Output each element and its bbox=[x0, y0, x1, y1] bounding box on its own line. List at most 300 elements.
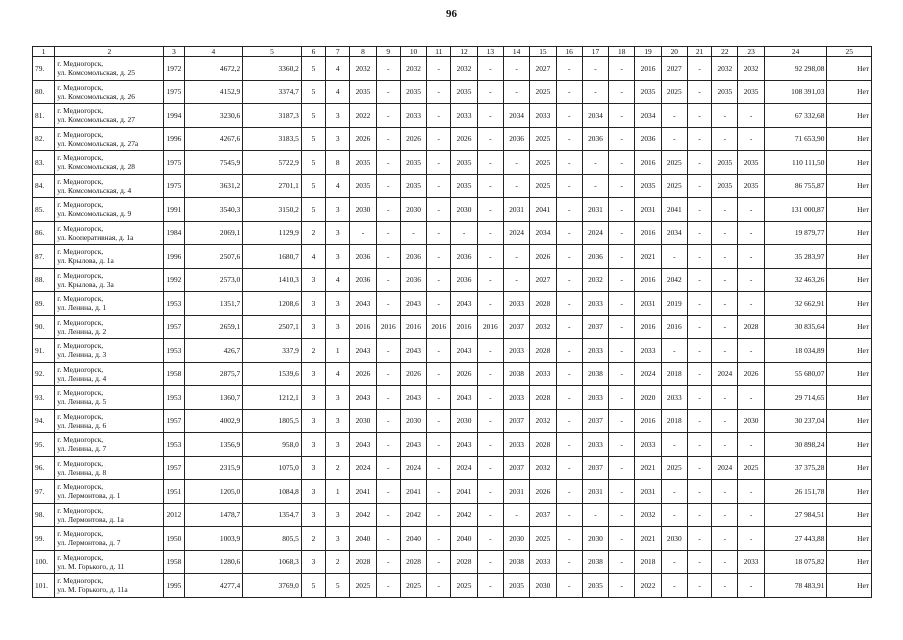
table-cell: 2030 bbox=[350, 409, 376, 433]
address-city: г. Медногорск, bbox=[57, 153, 104, 163]
table-cell: 3 bbox=[326, 292, 350, 316]
table-cell: - bbox=[477, 527, 503, 551]
table-cell: 1994 bbox=[164, 104, 184, 128]
table-cell: 2028 bbox=[738, 315, 764, 339]
table-cell: 2026 bbox=[451, 362, 477, 386]
table-cell: - bbox=[661, 245, 687, 269]
table-cell: 5 bbox=[301, 104, 325, 128]
table-cell: 2018 bbox=[661, 409, 687, 433]
table-cell: - bbox=[376, 268, 400, 292]
row-number: 97. bbox=[33, 480, 55, 504]
address-cell bbox=[55, 151, 164, 175]
table-cell: - bbox=[556, 456, 582, 480]
table-row bbox=[33, 339, 872, 363]
table-cell: - bbox=[712, 315, 738, 339]
table-cell: 2022 bbox=[350, 104, 376, 128]
table-cell: 2033 bbox=[738, 550, 764, 574]
table-cell: - bbox=[376, 503, 400, 527]
table-cell: 2033 bbox=[451, 104, 477, 128]
table-cell: 2035 bbox=[400, 174, 426, 198]
table-cell: - bbox=[582, 503, 608, 527]
table-cell: 2016 bbox=[451, 315, 477, 339]
table-cell: - bbox=[609, 151, 635, 175]
table-cell: - bbox=[712, 409, 738, 433]
table-cell: 2040 bbox=[451, 527, 477, 551]
table-cell: 426,7 bbox=[184, 339, 243, 363]
column-header: 25 bbox=[827, 47, 872, 57]
table-cell: - bbox=[427, 409, 451, 433]
address-street: ул. Кооперативная, д. 1а bbox=[57, 232, 134, 242]
table-cell: - bbox=[661, 480, 687, 504]
table-cell: 3 bbox=[326, 104, 350, 128]
address-cell bbox=[55, 80, 164, 104]
table-cell: - bbox=[376, 550, 400, 574]
table-cell: 2033 bbox=[503, 386, 529, 410]
row-number: 79. bbox=[33, 57, 55, 81]
address-cell bbox=[55, 456, 164, 480]
table-cell: 1958 bbox=[164, 362, 184, 386]
table-cell: 2034 bbox=[661, 221, 687, 245]
address-cell bbox=[55, 550, 164, 574]
table-cell: - bbox=[427, 57, 451, 81]
row-number: 84. bbox=[33, 174, 55, 198]
table-cell: - bbox=[376, 80, 400, 104]
table-cell: - bbox=[376, 292, 400, 316]
table-cell: - bbox=[687, 151, 711, 175]
table-cell: - bbox=[738, 127, 764, 151]
table-cell: - bbox=[712, 245, 738, 269]
column-header: 5 bbox=[243, 47, 302, 57]
table-cell: 2025 bbox=[661, 456, 687, 480]
table-cell: 30 898,24 bbox=[764, 433, 827, 457]
table-cell: 1957 bbox=[164, 456, 184, 480]
table-cell: 35 283,97 bbox=[764, 245, 827, 269]
table-cell: 2024 bbox=[350, 456, 376, 480]
table-cell: - bbox=[687, 127, 711, 151]
table-cell: 37 375,28 bbox=[764, 456, 827, 480]
table-cell: 2026 bbox=[530, 245, 556, 269]
table-cell: 3 bbox=[326, 386, 350, 410]
table-cell: - bbox=[582, 57, 608, 81]
table-cell: 2025 bbox=[350, 574, 376, 598]
table-row bbox=[33, 221, 872, 245]
table-cell: 2038 bbox=[503, 550, 529, 574]
table-cell: 4 bbox=[326, 80, 350, 104]
table-cell: 2027 bbox=[530, 57, 556, 81]
table-cell: - bbox=[582, 80, 608, 104]
table-cell: 2024 bbox=[712, 362, 738, 386]
table-cell: - bbox=[477, 268, 503, 292]
table-row bbox=[33, 386, 872, 410]
address-cell bbox=[55, 433, 164, 457]
table-cell: - bbox=[427, 550, 451, 574]
row-number: 100. bbox=[33, 550, 55, 574]
address-city: г. Медногорск, bbox=[57, 270, 104, 280]
address-street: ул. Комсомольская, д. 4 bbox=[57, 185, 132, 195]
table-cell: Нет bbox=[827, 362, 872, 386]
table-cell: 2043 bbox=[451, 339, 477, 363]
row-number: 83. bbox=[33, 151, 55, 175]
table-cell: - bbox=[477, 292, 503, 316]
row-number: 92. bbox=[33, 362, 55, 386]
table-cell: 1972 bbox=[164, 57, 184, 81]
address-cell bbox=[55, 386, 164, 410]
table-cell: Нет bbox=[827, 151, 872, 175]
table-cell: Нет bbox=[827, 433, 872, 457]
column-header: 8 bbox=[350, 47, 376, 57]
address-city: г. Медногорск, bbox=[57, 364, 104, 374]
table-cell: 2033 bbox=[582, 292, 608, 316]
table-cell: 2016 bbox=[635, 221, 661, 245]
table-cell: 2031 bbox=[582, 198, 608, 222]
table-cell: 1984 bbox=[164, 221, 184, 245]
table-cell: 32 463,26 bbox=[764, 268, 827, 292]
table-cell: 2030 bbox=[451, 409, 477, 433]
table-cell: - bbox=[687, 503, 711, 527]
table-cell: - bbox=[687, 339, 711, 363]
table-cell: 2033 bbox=[530, 362, 556, 386]
table-cell: - bbox=[556, 386, 582, 410]
table-cell: 2037 bbox=[582, 409, 608, 433]
table-cell: 1950 bbox=[164, 527, 184, 551]
table-cell: - bbox=[556, 80, 582, 104]
table-cell: - bbox=[712, 574, 738, 598]
table-cell: Нет bbox=[827, 339, 872, 363]
table-cell: 1084,8 bbox=[243, 480, 302, 504]
table-cell: 2032 bbox=[400, 57, 426, 81]
table-cell: - bbox=[556, 245, 582, 269]
table-cell: - bbox=[503, 245, 529, 269]
table-cell: - bbox=[687, 221, 711, 245]
table-cell: - bbox=[712, 550, 738, 574]
table-cell: 2 bbox=[301, 527, 325, 551]
table-cell: 4277,4 bbox=[184, 574, 243, 598]
table-cell: 2043 bbox=[350, 292, 376, 316]
table-cell: 4 bbox=[326, 362, 350, 386]
address-street: ул. Крылова, д. 1а bbox=[57, 256, 114, 266]
table-cell: 2024 bbox=[503, 221, 529, 245]
table-cell: 2036 bbox=[451, 268, 477, 292]
table-cell: - bbox=[609, 57, 635, 81]
table-cell: - bbox=[738, 339, 764, 363]
table-cell: 4002,9 bbox=[184, 409, 243, 433]
table-cell: - bbox=[477, 386, 503, 410]
table-cell: 2024 bbox=[400, 456, 426, 480]
table-cell: 2024 bbox=[712, 456, 738, 480]
table-cell: 2034 bbox=[582, 104, 608, 128]
table-cell: - bbox=[712, 433, 738, 457]
table-row bbox=[33, 456, 872, 480]
address-cell bbox=[55, 574, 164, 598]
address-city: г. Медногорск, bbox=[57, 317, 104, 327]
table-cell: 1991 bbox=[164, 198, 184, 222]
table-cell: - bbox=[427, 292, 451, 316]
table-cell: 1680,7 bbox=[243, 245, 302, 269]
table-cell: - bbox=[661, 104, 687, 128]
table-row bbox=[33, 198, 872, 222]
table-cell: Нет bbox=[827, 127, 872, 151]
table-cell: 2038 bbox=[582, 362, 608, 386]
table-cell: 1953 bbox=[164, 433, 184, 457]
table-cell: 3 bbox=[301, 550, 325, 574]
table-cell: 2037 bbox=[503, 315, 529, 339]
column-header: 24 bbox=[764, 47, 827, 57]
table-cell: 2031 bbox=[635, 480, 661, 504]
table-cell: - bbox=[427, 503, 451, 527]
address-cell bbox=[55, 104, 164, 128]
table-cell: 2026 bbox=[530, 480, 556, 504]
table-cell: 2036 bbox=[582, 245, 608, 269]
table-cell: Нет bbox=[827, 386, 872, 410]
table-cell: 2040 bbox=[350, 527, 376, 551]
table-cell: 92 298,08 bbox=[764, 57, 827, 81]
address-cell bbox=[55, 127, 164, 151]
table-cell: 2035 bbox=[451, 174, 477, 198]
table-cell: 2033 bbox=[661, 386, 687, 410]
table-cell: 2032 bbox=[350, 57, 376, 81]
address-cell bbox=[55, 198, 164, 222]
table-cell: - bbox=[609, 362, 635, 386]
table-cell: - bbox=[376, 151, 400, 175]
table-cell: 3 bbox=[326, 198, 350, 222]
table-cell: 2043 bbox=[350, 433, 376, 457]
table-cell: - bbox=[556, 362, 582, 386]
table-cell: 27 984,51 bbox=[764, 503, 827, 527]
table-cell: 2043 bbox=[350, 339, 376, 363]
table-cell: - bbox=[738, 480, 764, 504]
table-cell: Нет bbox=[827, 221, 872, 245]
table-cell: - bbox=[738, 245, 764, 269]
table-cell: - bbox=[609, 245, 635, 269]
table-cell: 2026 bbox=[738, 362, 764, 386]
table-cell: 2041 bbox=[400, 480, 426, 504]
column-header: 17 bbox=[582, 47, 608, 57]
address-city: г. Медногорск, bbox=[57, 82, 104, 92]
table-cell: - bbox=[477, 456, 503, 480]
table-cell: - bbox=[376, 104, 400, 128]
table-cell: - bbox=[376, 339, 400, 363]
address-street: ул. Лермонтова, д. 1 bbox=[57, 491, 121, 501]
table-cell: - bbox=[712, 292, 738, 316]
table-cell: - bbox=[712, 104, 738, 128]
table-cell: Нет bbox=[827, 198, 872, 222]
column-header: 1 bbox=[33, 47, 55, 57]
row-number: 101. bbox=[33, 574, 55, 598]
table-cell: 3 bbox=[301, 433, 325, 457]
table-cell: 2028 bbox=[530, 339, 556, 363]
table-cell: - bbox=[477, 409, 503, 433]
table-cell: 2036 bbox=[635, 127, 661, 151]
table-cell: - bbox=[556, 174, 582, 198]
address-street: ул. Ленина, д. 2 bbox=[57, 326, 107, 336]
table-cell: 2026 bbox=[400, 127, 426, 151]
table-cell: 2033 bbox=[503, 433, 529, 457]
address-street: ул. Лермонтова, д. 7 bbox=[57, 538, 121, 548]
table-cell: - bbox=[687, 245, 711, 269]
address-cell bbox=[55, 339, 164, 363]
table-cell: 3 bbox=[326, 409, 350, 433]
table-cell: - bbox=[376, 433, 400, 457]
table-cell: 2507,1 bbox=[243, 315, 302, 339]
table-cell: 2031 bbox=[503, 198, 529, 222]
table-cell: Нет bbox=[827, 503, 872, 527]
table-cell: - bbox=[687, 198, 711, 222]
table-cell: 2042 bbox=[451, 503, 477, 527]
row-number: 93. bbox=[33, 386, 55, 410]
table-cell: 5 bbox=[301, 80, 325, 104]
header-row bbox=[33, 47, 872, 57]
address-cell bbox=[55, 362, 164, 386]
table-cell: Нет bbox=[827, 268, 872, 292]
address-cell bbox=[55, 221, 164, 245]
page-number: 96 bbox=[446, 8, 457, 20]
address-street: ул. Ленина, д. 7 bbox=[57, 444, 107, 454]
address-city: г. Медногорск, bbox=[57, 341, 104, 351]
table-cell: 2043 bbox=[400, 433, 426, 457]
row-number: 94. bbox=[33, 409, 55, 433]
table-cell: - bbox=[712, 386, 738, 410]
table-cell: - bbox=[556, 198, 582, 222]
column-header: 9 bbox=[376, 47, 400, 57]
table-cell: - bbox=[661, 127, 687, 151]
table-row bbox=[33, 480, 872, 504]
table-cell: - bbox=[687, 386, 711, 410]
table-cell: 2028 bbox=[400, 550, 426, 574]
table-cell: 2032 bbox=[635, 503, 661, 527]
table-cell: 2035 bbox=[738, 151, 764, 175]
table-cell: - bbox=[556, 104, 582, 128]
table-cell: - bbox=[503, 503, 529, 527]
column-header: 22 bbox=[712, 47, 738, 57]
table-cell: 1478,7 bbox=[184, 503, 243, 527]
table-cell: 3 bbox=[301, 315, 325, 339]
table-cell: 2037 bbox=[530, 503, 556, 527]
table-cell: Нет bbox=[827, 574, 872, 598]
table-cell: 2032 bbox=[530, 409, 556, 433]
table-cell: 2025 bbox=[661, 151, 687, 175]
table-cell: 2030 bbox=[400, 198, 426, 222]
table-cell: 2573,0 bbox=[184, 268, 243, 292]
table-cell: - bbox=[556, 409, 582, 433]
table-cell: 3 bbox=[301, 362, 325, 386]
data-table bbox=[32, 46, 872, 598]
table-cell: 2028 bbox=[530, 292, 556, 316]
table-cell: 1208,6 bbox=[243, 292, 302, 316]
table-cell: - bbox=[712, 503, 738, 527]
address-city: г. Медногорск, bbox=[57, 388, 104, 398]
table-cell: 2659,1 bbox=[184, 315, 243, 339]
table-cell: 3 bbox=[326, 221, 350, 245]
table-cell: - bbox=[376, 198, 400, 222]
table-cell: - bbox=[738, 292, 764, 316]
table-cell: 2028 bbox=[530, 433, 556, 457]
table-cell: 3 bbox=[301, 503, 325, 527]
table-row bbox=[33, 503, 872, 527]
table-cell: 2037 bbox=[503, 409, 529, 433]
row-number: 88. bbox=[33, 268, 55, 292]
column-header: 23 bbox=[738, 47, 764, 57]
table-cell: 2031 bbox=[582, 480, 608, 504]
table-cell: 2022 bbox=[635, 574, 661, 598]
table-cell: 2035 bbox=[712, 80, 738, 104]
table-cell: 5 bbox=[326, 574, 350, 598]
table-cell: 2033 bbox=[582, 433, 608, 457]
table-cell: 2012 bbox=[164, 503, 184, 527]
table-cell: - bbox=[376, 245, 400, 269]
row-number: 91. bbox=[33, 339, 55, 363]
table-cell: 2030 bbox=[451, 198, 477, 222]
table-cell: - bbox=[427, 480, 451, 504]
table-cell: 1951 bbox=[164, 480, 184, 504]
table-cell: Нет bbox=[827, 80, 872, 104]
address-street: ул. Комсомольская, д. 27 bbox=[57, 115, 135, 125]
table-cell: 958,0 bbox=[243, 433, 302, 457]
table-cell: 1410,3 bbox=[243, 268, 302, 292]
table-cell: 2041 bbox=[530, 198, 556, 222]
table-cell: - bbox=[427, 456, 451, 480]
table-cell: - bbox=[477, 151, 503, 175]
table-cell: - bbox=[687, 456, 711, 480]
table-cell: 1360,7 bbox=[184, 386, 243, 410]
table-cell: - bbox=[609, 198, 635, 222]
table-cell: - bbox=[477, 550, 503, 574]
table-cell: - bbox=[376, 409, 400, 433]
table-cell: 2031 bbox=[635, 292, 661, 316]
table-row bbox=[33, 268, 872, 292]
table-cell: 2875,7 bbox=[184, 362, 243, 386]
table-cell: 1996 bbox=[164, 127, 184, 151]
table-row bbox=[33, 433, 872, 457]
table-cell: - bbox=[687, 527, 711, 551]
table-cell: - bbox=[712, 198, 738, 222]
table-cell: 2042 bbox=[350, 503, 376, 527]
table-cell: 2026 bbox=[350, 127, 376, 151]
address-street: ул. Ленина, д. 3 bbox=[57, 350, 107, 360]
address-cell bbox=[55, 174, 164, 198]
table-cell: - bbox=[477, 574, 503, 598]
table-row bbox=[33, 57, 872, 81]
table-cell: - bbox=[609, 127, 635, 151]
table-cell: 30 237,04 bbox=[764, 409, 827, 433]
table-cell: - bbox=[503, 57, 529, 81]
column-header: 21 bbox=[687, 47, 711, 57]
table-cell: - bbox=[712, 527, 738, 551]
column-header: 20 bbox=[661, 47, 687, 57]
table-cell: 1205,0 bbox=[184, 480, 243, 504]
table-cell: - bbox=[477, 198, 503, 222]
table-cell: 2043 bbox=[451, 386, 477, 410]
address-cell bbox=[55, 503, 164, 527]
table-cell: 2034 bbox=[503, 104, 529, 128]
table-cell: 2026 bbox=[400, 362, 426, 386]
address-street: ул. Ленина, д. 5 bbox=[57, 397, 107, 407]
table-row bbox=[33, 409, 872, 433]
table-cell: - bbox=[582, 151, 608, 175]
table-cell: 3360,2 bbox=[243, 57, 302, 81]
table-cell: - bbox=[477, 503, 503, 527]
table-cell: - bbox=[477, 245, 503, 269]
table-cell: Нет bbox=[827, 550, 872, 574]
table-cell: 2025 bbox=[530, 174, 556, 198]
table-cell: - bbox=[400, 221, 426, 245]
table-cell: 2033 bbox=[582, 386, 608, 410]
table-cell: 5 bbox=[301, 574, 325, 598]
table-cell: 2028 bbox=[451, 550, 477, 574]
table-cell: - bbox=[556, 433, 582, 457]
address-city: г. Медногорск, bbox=[57, 176, 104, 186]
table-cell: 4 bbox=[326, 174, 350, 198]
table-cell: 5722,9 bbox=[243, 151, 302, 175]
